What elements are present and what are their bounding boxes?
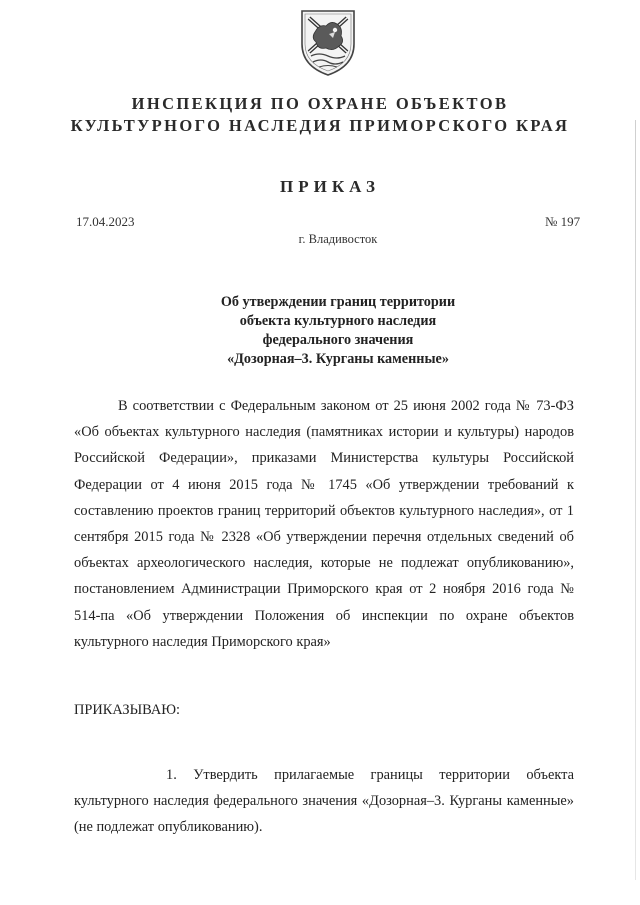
document-title	[180, 293, 496, 369]
title-line: объекта культурного наследия	[239, 313, 437, 329]
coat-of-arms-icon	[299, 8, 357, 78]
order-item-1: 1. Утвердить прилагаемые границы территории объекта культурного наследия федерального значения «Дозорная–3. Курганы каменные» (не подлежат опубликованию).	[74, 767, 574, 836]
document-type: ПРИКАЗ	[280, 177, 380, 196]
title-line: «Дозорная–3. Курганы каменные»	[227, 351, 449, 367]
title-line: Об утверждении границ территории	[220, 294, 456, 310]
document-city: г. Владивосток	[298, 232, 378, 246]
preamble-paragraph: В соответствии с Федеральным законом от 25 июня 2002 года № 73-ФЗ «Об объектах культурного наследия (памятниках истории и культуры) народов Российской Федерации», приказами Министерства культуры Российской Федерации от 4 июня 2015 года № 1745 «Об утверждении требований к составлению проектов границ территорий объектов культурного наследия», от 1 сентября 2015 года № 2328 «Об утверждении перечня отдельных сведений об объектах археологического наследия, которые не подлежат опубликованию», постановлением Администрации Приморского края от 2 ноября 2016 года № 514-па «Об утверждении Положения об инспекции по охране объектов культурного наследия Приморского края»	[74, 398, 574, 650]
order-word: ПРИКАЗЫВАЮ:	[74, 702, 181, 718]
document-date: 17.04.2023	[76, 214, 135, 229]
title-line: федерального значения	[262, 332, 414, 348]
document-number: № 197	[545, 214, 581, 229]
organization-name-line2: КУЛЬТУРНОГО НАСЛЕДИЯ ПРИМОРСКОГО КРАЯ	[70, 116, 570, 135]
organization-name-line1: ИНСПЕКЦИЯ ПО ОХРАНЕ ОБЪЕКТОВ	[131, 94, 509, 113]
